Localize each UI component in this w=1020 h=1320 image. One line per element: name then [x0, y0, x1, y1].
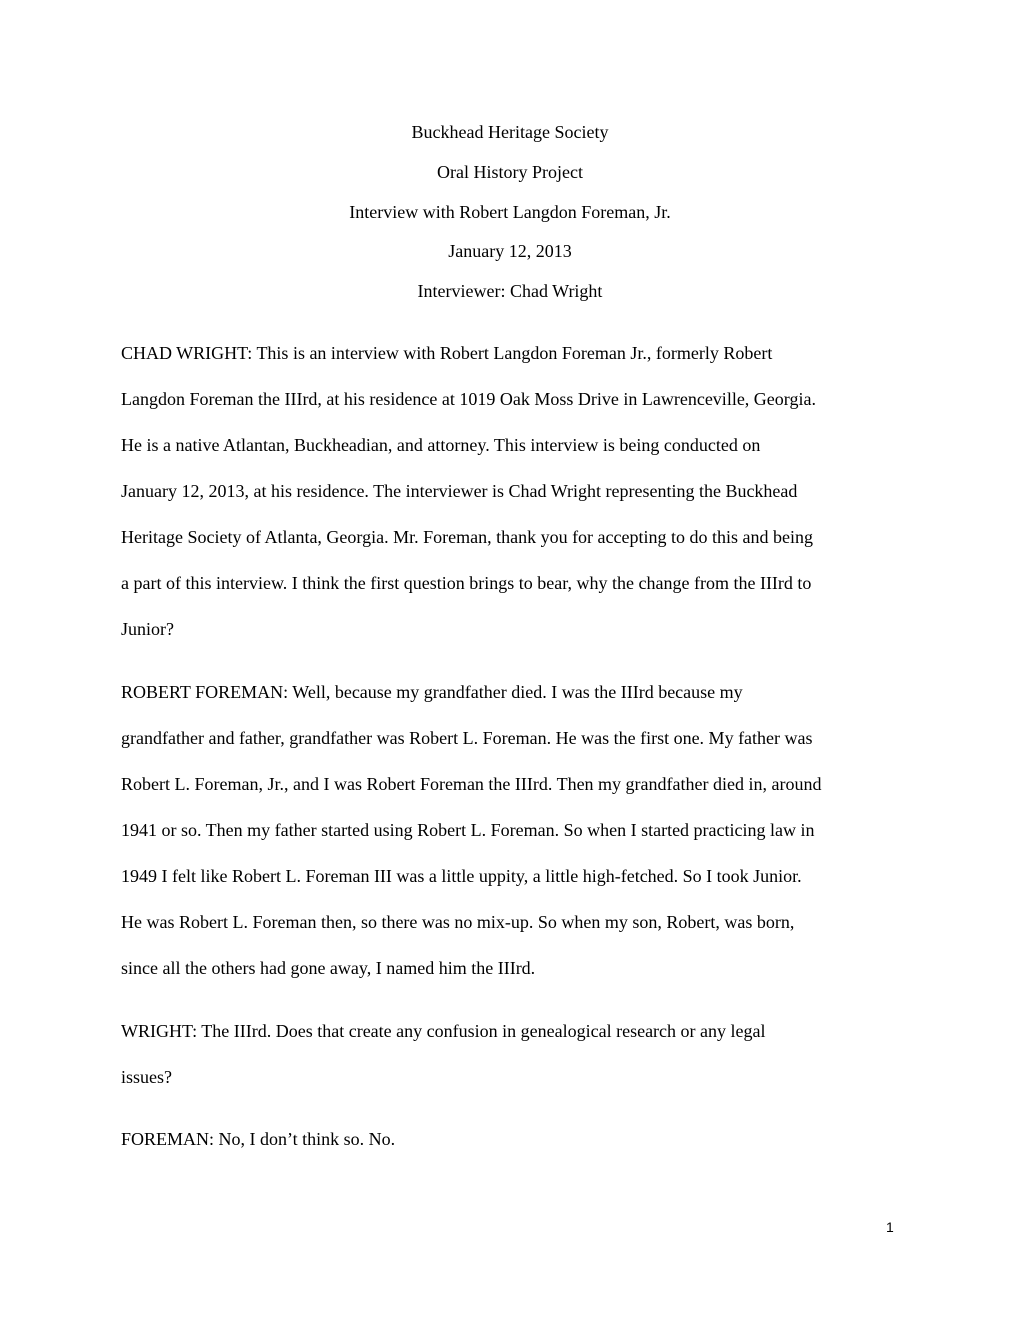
interview-date: January 12, 2013 [448, 241, 572, 261]
transcript-line: Heritage Society of Atlanta, Georgia. Mr. Foreman, thank you for accepting to do this and being [121, 527, 813, 547]
transcript-line: ROBERT FOREMAN: Well, because my grandfather died. I was the IIIrd because my [121, 682, 743, 702]
page-number: 1 [886, 1219, 894, 1235]
transcript-line: January 12, 2013, at his residence. The interviewer is Chad Wright representing the Buckhead [121, 481, 798, 501]
transcript-line: WRIGHT: The IIIrd. Does that create any confusion in genealogical research or any legal [121, 1021, 766, 1041]
transcript-line: 1941 or so. Then my father started using Robert L. Foreman. So when I started practicing law in [121, 820, 815, 840]
transcript-line: issues? [121, 1067, 172, 1087]
transcript-line: FOREMAN: No, I don’t think so. No. [121, 1129, 396, 1149]
transcript-line: Junior? [121, 619, 174, 639]
transcript-line: grandfather and father, grandfather was Robert L. Foreman. He was the first one. My father was [121, 728, 813, 748]
transcript-line: a part of this interview. I think the first question brings to bear, why the change from the IIIrd to [121, 573, 812, 593]
transcript-line: Robert L. Foreman, Jr., and I was Robert Foreman the IIIrd. Then my grandfather died in, around [121, 774, 822, 794]
interviewer-line: Interviewer: Chad Wright [417, 281, 603, 301]
transcript-line: He is a native Atlantan, Buckheadian, and attorney. This interview is being conducted on [121, 435, 761, 455]
interview-title: Interview with Robert Langdon Foreman, Jr. [349, 202, 671, 222]
transcript-line: CHAD WRIGHT: This is an interview with Robert Langdon Foreman Jr., formerly Robert [121, 343, 773, 363]
transcript-line: Langdon Foreman the IIIrd, at his residence at 1019 Oak Moss Drive in Lawrenceville, Georgia. [121, 389, 816, 409]
transcript-line: 1949 I felt like Robert L. Foreman III was a little uppity, a little high-fetched. So I took Junior. [121, 866, 802, 886]
project-title: Oral History Project [437, 162, 583, 182]
transcript-line: He was Robert L. Foreman then, so there was no mix-up. So when my son, Robert, was born, [121, 912, 795, 932]
transcript-line: since all the others had gone away, I named him the IIIrd. [121, 958, 536, 978]
society-name: Buckhead Heritage Society [411, 122, 609, 142]
